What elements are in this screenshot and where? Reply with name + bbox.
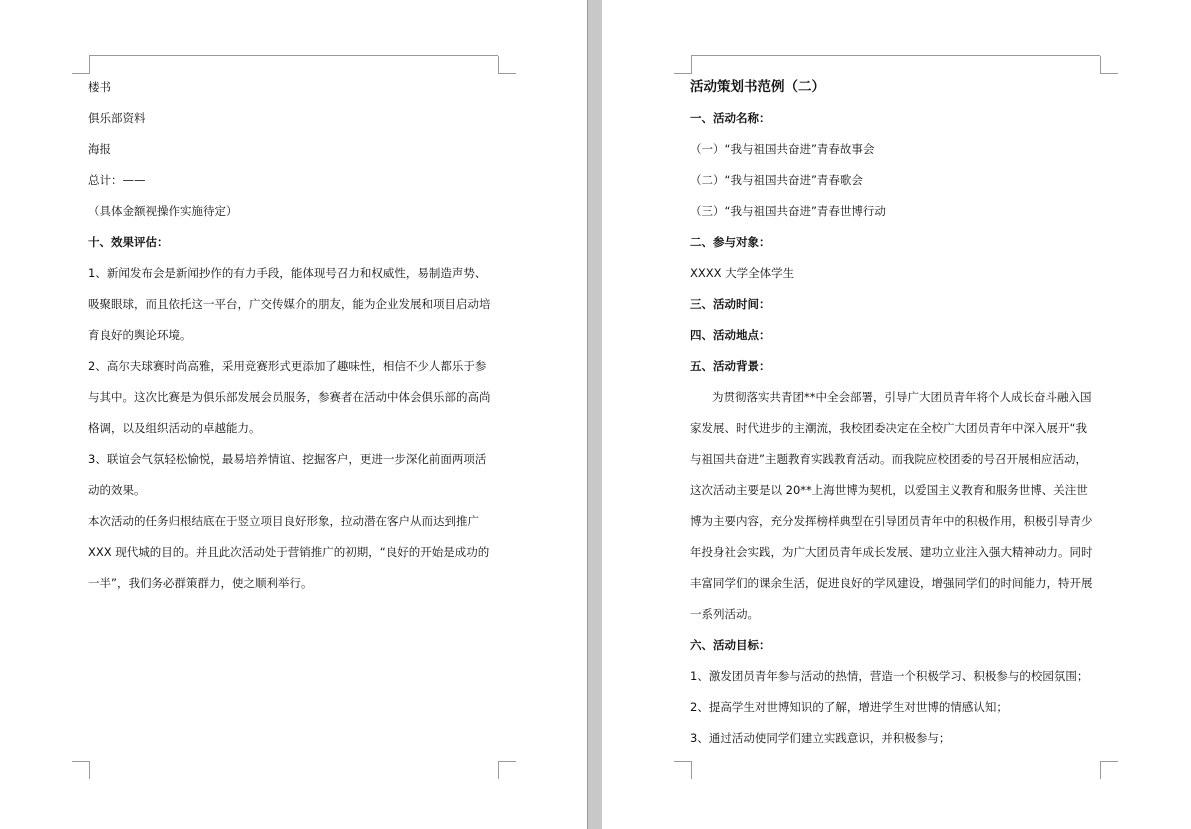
section-heading: 十、效果评估： [88, 235, 169, 249]
paragraph-line: 一半”，我们务必群策群力，使之顺利举行。 [88, 576, 313, 590]
paragraph-line: 1、新闻发布会是新闻抄作的有力手段，能体现号召力和权威性，易制造声势、 [88, 266, 487, 280]
paragraph-line: 吸聚眼球，而且依托这一平台，广交传媒介的朋友，能为企业发展和项目启动培 [88, 297, 491, 311]
paragraph-line: 与其中。这次比赛是为俱乐部发展会员服务，参赛者在活动中体会俱乐部的高尚 [88, 390, 491, 404]
paragraph-line: （一）“我与祖国共奋进”青春故事会 [690, 142, 875, 156]
left-page [0, 0, 587, 829]
section-heading: 四、活动地点： [690, 328, 771, 342]
paragraph-line: 3、通过活动使同学们建立实践意识，并积极参与； [690, 731, 951, 745]
paragraph-line: 丰富同学们的课余生活，促进良好的学风建设，增强同学们的时间能力，特开展 [690, 576, 1093, 590]
paragraph-line: XXXX 大学全体学生 [690, 266, 795, 280]
paragraph-line: 一系列活动。 [690, 607, 759, 621]
paragraph-line: 楼书 [88, 80, 111, 94]
page-gutter-edge [587, 0, 588, 829]
right-page [602, 0, 1191, 829]
paragraph-line: 2、提高学生对世博知识的了解，增进学生对世博的情感认知； [690, 700, 1008, 714]
paragraph-line: 博为主要内容，充分发挥榜样典型在引导团员青年中的积极作用，积极引导青少 [690, 514, 1093, 528]
header-line [691, 55, 1100, 56]
paragraph-line: 总计：—— [88, 173, 146, 187]
margin-marker-bottom-left [72, 761, 90, 779]
page-gutter [587, 0, 602, 829]
paragraph-line: 格调，以及组织活动的卓越能力。 [88, 421, 261, 435]
paragraph-line: （二）“我与祖国共奋进”青春歌会 [690, 173, 863, 187]
section-heading: 一、活动名称： [690, 111, 771, 125]
paragraph-line: 家发展、时代进步的主潮流，我校团委决定在全校广大团员青年中深入展开“我 [690, 421, 1087, 435]
paragraph-line: 海报 [88, 142, 111, 156]
paragraph-line: 本次活动的任务归根结底在于竖立项目良好形象，拉动潜在客户从而达到推广 [88, 514, 479, 528]
paragraph-line: 俱乐部资料 [88, 111, 146, 125]
right-page-body[interactable] [690, 72, 1110, 754]
left-page-body[interactable] [88, 72, 508, 599]
margin-marker-bottom-left [674, 761, 692, 779]
header-line [89, 55, 498, 56]
paragraph-line: 为贯彻落实共青团**中全会部署，引导广大团员青年将个人成长奋斗融入国 [712, 390, 1092, 404]
section-heading: 三、活动时间： [690, 297, 771, 311]
paragraph-line: 1、激发团员青年参与活动的热情，营造一个积极学习、积极参与的校园氛围； [690, 669, 1089, 683]
margin-marker-bottom-right [1100, 761, 1118, 779]
section-heading: 六、活动目标： [690, 638, 771, 652]
document-title: 活动策划书范例（二） [690, 79, 825, 95]
section-heading: 二、参与对象： [690, 235, 771, 249]
paragraph-line: 与祖国共奋进”主题教育实践教育活动。而我院应校团委的号召开展相应活动， [690, 452, 1087, 466]
section-heading: 五、活动背景： [690, 359, 771, 373]
paragraph-line: XXX 现代城的目的。并且此次活动处于营销推广的初期，“良好的开始是成功的 [88, 545, 490, 559]
margin-marker-bottom-right [498, 761, 516, 779]
paragraph-line: 这次活动主要是以 20**上海世博为契机，以爱国主义教育和服务世博、关注世 [690, 483, 1088, 497]
paragraph-line: 3、联谊会气氛轻松愉悦，最易培养情谊、挖掘客户，更进一步深化前面两项活 [88, 452, 487, 466]
paragraph-line: 年投身社会实践，为广大团员青年成长发展、建功立业注入强大精神动力。同时 [690, 545, 1093, 559]
paragraph-line: 动的效果。 [88, 483, 146, 497]
paragraph-line: 2、高尔夫球赛时尚高雅，采用竞赛形式更添加了趣味性，相信不少人都乐于参 [88, 359, 487, 373]
paragraph-line: （具体金额视操作实施待定） [88, 204, 238, 218]
paragraph-line: 育良好的舆论环境。 [88, 328, 192, 342]
paragraph-line: （三）“我与祖国共奋进”青春世博行动 [690, 204, 886, 218]
